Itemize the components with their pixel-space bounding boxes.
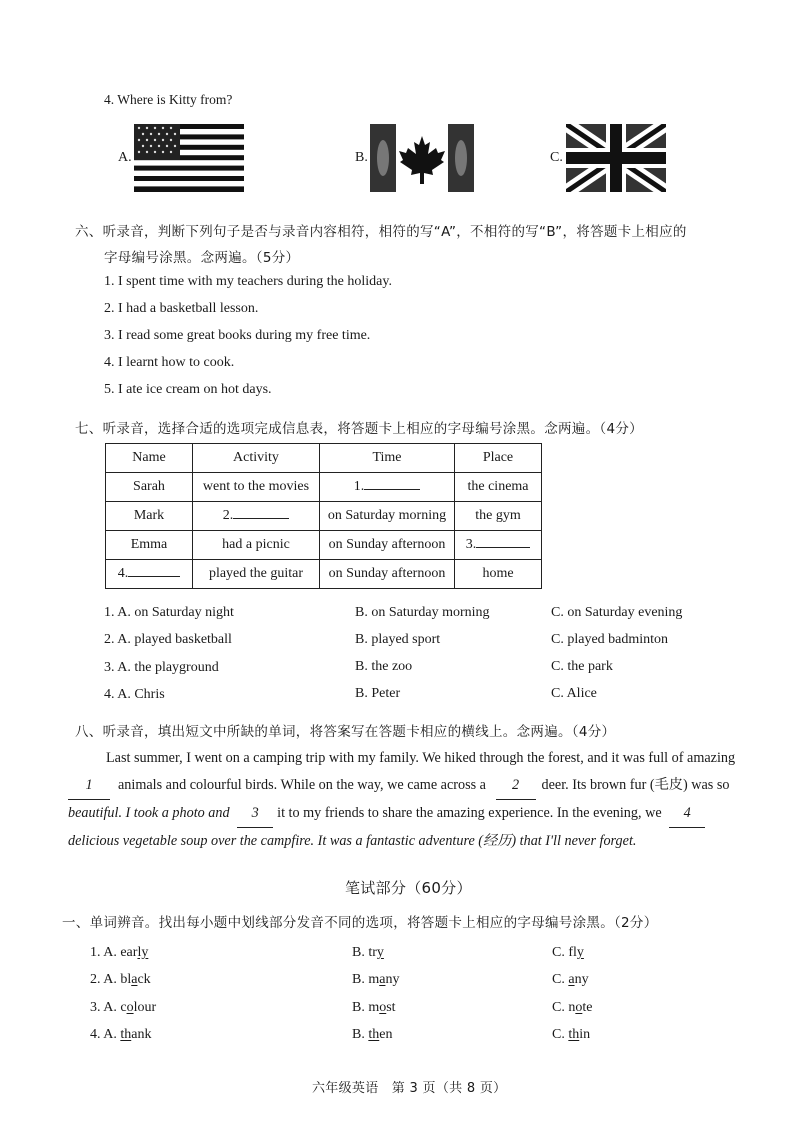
option-a-label: A. [118, 150, 132, 165]
option-text: te [582, 1000, 593, 1015]
option-c-label: C. [550, 150, 563, 165]
info-table [105, 443, 542, 589]
choice-4b: B. Peter [355, 686, 401, 701]
part8-heading: 八、听录音，填出短文中所缺的单词，将答案写在答题卡相应的横线上。念两遍。（4分） [75, 724, 616, 740]
part6-item-1: 1. I spent time with my teachers during the holiday. [104, 274, 392, 289]
underlined-part: a [379, 972, 386, 987]
uk-flag-icon [566, 124, 666, 192]
cell-blank-3 [455, 531, 542, 560]
table-row [106, 531, 542, 560]
choice-2b: B. played sport [355, 632, 441, 647]
phonics-option [352, 945, 384, 961]
cell: Emma [106, 531, 193, 560]
option-text: B. m [352, 1000, 380, 1015]
header-place: Place [455, 444, 542, 473]
choice-1a: 1. A. on Saturday night [104, 605, 234, 620]
header-activity: Activity [193, 444, 320, 473]
option-text: 2. A. bl [90, 972, 132, 987]
part6-item-3: 3. I read some great books during my free time. [104, 328, 371, 343]
option-text: ny [385, 972, 400, 987]
option-text: B. m [352, 972, 380, 987]
phonics-option [352, 1027, 392, 1043]
gap-4: 4 [669, 800, 705, 828]
phonics-option [90, 972, 151, 988]
table-row [106, 502, 542, 531]
choice-4a: 4. A. Chris [104, 687, 165, 702]
canada-flag-icon [370, 124, 474, 192]
underlined-part: y [576, 945, 584, 960]
underlined-part: o [126, 1000, 134, 1015]
phonics-option [552, 945, 584, 961]
cell-blank-2 [193, 502, 320, 531]
underlined-part: a [131, 972, 138, 987]
option-text: C. fl [552, 945, 577, 960]
passage-text: animals and colourful birds. While on the way, we came across a [118, 777, 486, 793]
phonics-option [90, 1000, 156, 1016]
part6-heading: 六、听录音，判断下列句子是否与录音内容相符，相符的写“A”，不相符的写“B”，将答题卡上相应的 [75, 224, 687, 240]
option-text: in [579, 1027, 591, 1042]
underlined-part: th [568, 1027, 580, 1042]
option-text: ck [137, 972, 151, 987]
gap-2: 2 [496, 772, 536, 800]
choice-1b: B. on Saturday morning [355, 605, 490, 620]
table-row [106, 473, 542, 502]
option-text: st [386, 1000, 396, 1015]
passage-line-3 [68, 800, 748, 828]
phonics-option [352, 972, 399, 988]
cell: went to the movies [193, 473, 320, 502]
option-text: C. [552, 972, 569, 987]
phonics-option [90, 945, 148, 961]
option-text: B. [352, 1027, 369, 1042]
choice-2c: C. played badminton [551, 632, 669, 647]
phonics-option [90, 1027, 151, 1043]
part6-item-2: 2. I had a basketball lesson. [104, 301, 259, 316]
underlined-part: th [368, 1027, 380, 1042]
passage-line-2 [68, 772, 748, 800]
underlined-part: y [376, 945, 384, 960]
cell: on Sunday afternoon [320, 531, 455, 560]
phonics-option [552, 1000, 592, 1016]
table-row [106, 560, 542, 589]
passage-line-4 [68, 828, 748, 855]
option-text: B. tr [352, 945, 377, 960]
blank-label: 2. [222, 508, 234, 523]
phonics-option [552, 972, 589, 988]
part6-heading-cont: 字母编号涂黑。念两遍。（5分） [104, 250, 300, 266]
part6-item-4: 4. I learnt how to cook. [104, 355, 235, 370]
answer-blank [128, 576, 180, 577]
option-text: C. n [552, 1000, 576, 1015]
cell: Sarah [106, 473, 193, 502]
passage-text: delicious vegetable soup over the campfire. It was a fantastic adventure (经历) that I'll never forget. [68, 833, 637, 849]
question-4: 4. Where is Kitty from? [104, 92, 233, 107]
passage [68, 745, 748, 855]
cell: the cinema [455, 473, 542, 502]
choice-1c: C. on Saturday evening [551, 605, 683, 620]
part7-heading: 七、听录音，选择合适的选项完成信息表，将答题卡上相应的字母编号涂黑。念两遍。（4分） [75, 421, 643, 437]
gap-1: 1 [68, 772, 110, 800]
option-b-label: B. [355, 150, 368, 165]
choice-4c: C. Alice [551, 686, 597, 701]
cell: the gym [455, 502, 542, 531]
blank-label: 3. [465, 537, 477, 552]
option-text: C. [552, 1027, 569, 1042]
choice-3c: C. the park [551, 659, 613, 674]
part1-heading: 一、单词辨音。找出每小题中划线部分发音不同的选项，将答题卡上相应的字母编号涂黑。（2分） [62, 915, 658, 931]
underlined-part: o [575, 1000, 583, 1015]
written-part-title: 笔试部分（60分） [345, 879, 472, 897]
choice-3b: B. the zoo [355, 659, 413, 674]
underlined-part: th [120, 1027, 132, 1042]
answer-blank [364, 489, 420, 490]
passage-line-1 [68, 745, 748, 772]
passage-text: Last summer, I went on a camping trip with my family. We hiked through the forest, and it was full of amazing [106, 750, 736, 766]
header-time: Time [320, 444, 455, 473]
answer-blank [233, 518, 289, 519]
usa-flag-icon [134, 124, 244, 192]
cell: played the guitar [193, 560, 320, 589]
cell: home [455, 560, 542, 589]
underlined-part: a [568, 972, 575, 987]
passage-text: it to my friends to share the amazing experience. In the evening, we [277, 805, 662, 821]
cell: on Saturday morning [320, 502, 455, 531]
underlined-part: ly [137, 945, 149, 960]
blank-label: 1. [353, 479, 365, 494]
option-text: ny [574, 972, 589, 987]
answer-blank [476, 547, 530, 548]
header-name: Name [106, 444, 193, 473]
passage-text: deer. Its brown fur (毛皮) was so [541, 777, 730, 793]
option-text: 4. A. [90, 1027, 121, 1042]
underlined-part: o [379, 1000, 387, 1015]
option-text: 1. A. ear [90, 945, 138, 960]
choice-3a: 3. A. the playground [104, 660, 219, 675]
choice-2a: 2. A. played basketball [104, 632, 232, 647]
cell-blank-4 [106, 560, 193, 589]
cell: Mark [106, 502, 193, 531]
phonics-option [352, 1000, 396, 1016]
page-footer: 六年级英语 第 3 页（共 8 页） [312, 1081, 507, 1096]
passage-text: beautiful. I took a photo and [68, 805, 230, 821]
option-text: lour [133, 1000, 157, 1015]
phonics-option [552, 1027, 590, 1043]
gap-3: 3 [237, 800, 273, 828]
part6-item-5: 5. I ate ice cream on hot days. [104, 382, 272, 397]
blank-label: 4. [117, 566, 129, 581]
cell-blank-1 [320, 473, 455, 502]
option-text: en [379, 1027, 393, 1042]
table-header-row [106, 444, 542, 473]
cell: on Sunday afternoon [320, 560, 455, 589]
option-text: ank [131, 1027, 152, 1042]
option-text: 3. A. c [90, 1000, 127, 1015]
cell: had a picnic [193, 531, 320, 560]
